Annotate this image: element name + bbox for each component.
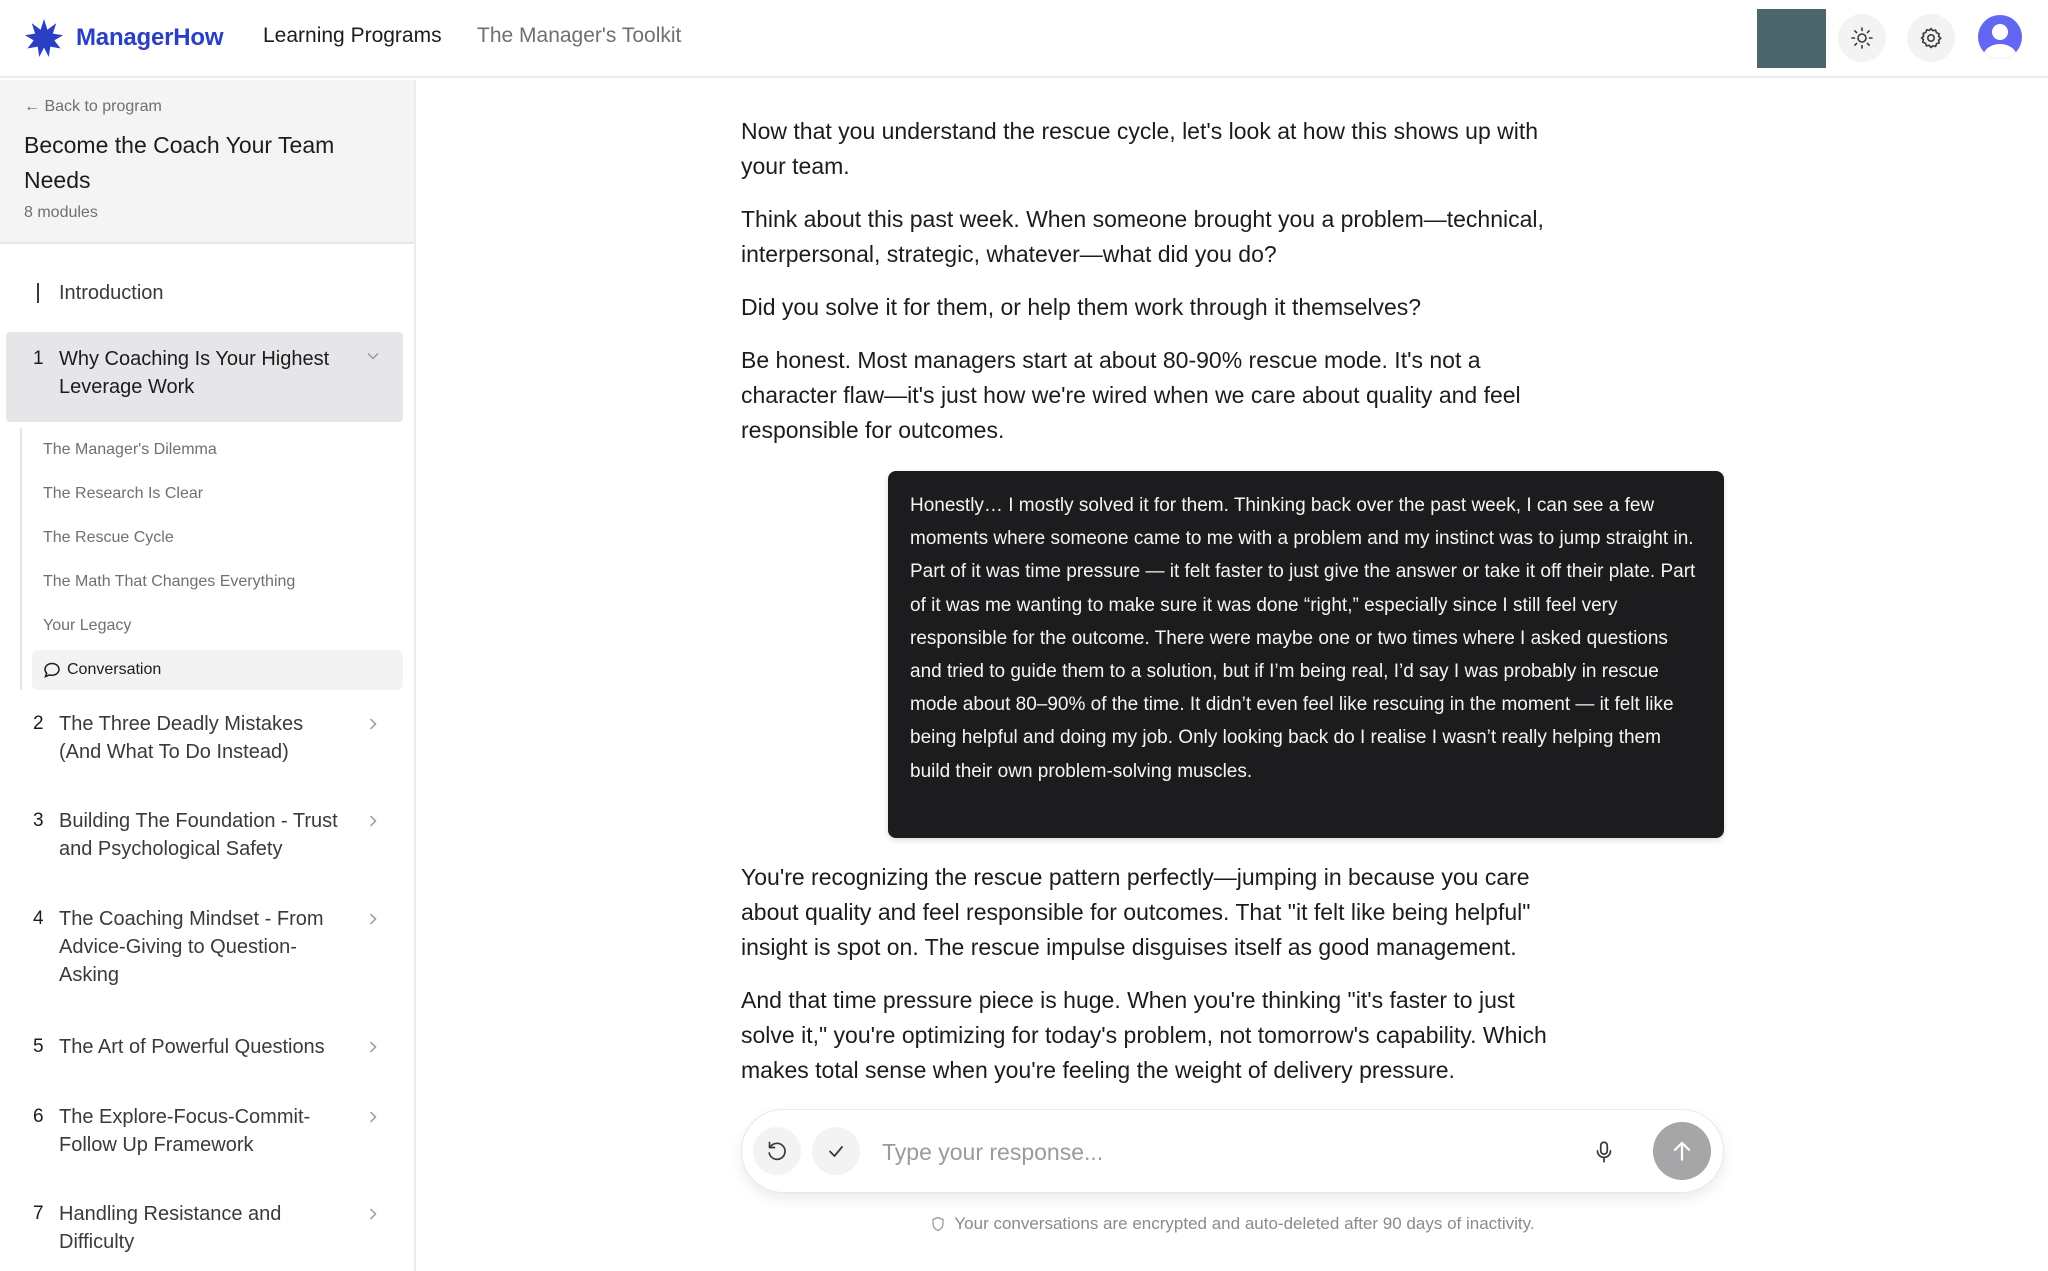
module-number: 4: [33, 908, 44, 929]
module-4[interactable]: [6, 905, 403, 995]
module-2[interactable]: [6, 710, 403, 780]
coach-message: Now that you understand the rescue cycle, let's look at how this shows up with your team.: [741, 118, 1539, 179]
chevron-down-icon[interactable]: [365, 342, 381, 370]
module-number: 7: [33, 1203, 44, 1224]
user-message-text: Honestly… I mostly solved it for them. Thinking back over the past week, I can see a few moments where someone came to me with a problem and my instinct was to jump straight in. Part of it was time pressure — it felt faster to just give the answer or take it off their plate. Part of it was me wanting to make sure it was done “right,” especially since I still feel very responsible for the outcome. There were maybe one or two times where I asked questions and tried to guide them to a solution, but if I’m being real, I’d say I was probably in rescue mode about 80–90% of the time. It didn’t even feel like rescuing in the moment — it felt like being helpful and doing my job. Only looking back do I realise I wasn’t really helping them build their own problem-solving muscles.: [910, 495, 1696, 782]
module-number: 6: [33, 1106, 44, 1127]
sun-icon: [1850, 26, 1874, 50]
module-6[interactable]: [6, 1103, 403, 1173]
chevron-right-icon[interactable]: [365, 807, 381, 835]
privacy-notice: [741, 1214, 1724, 1234]
sub-item-conversation[interactable]: [32, 650, 403, 690]
avatar-body-shape: [1983, 44, 2017, 59]
voice-input-button[interactable]: [1584, 1132, 1624, 1172]
program-header: [0, 80, 414, 244]
response-input[interactable]: [882, 1130, 1562, 1174]
arrow-up-icon: [1669, 1138, 1695, 1164]
header-color-block: [1757, 9, 1826, 68]
coach-messages-before: [741, 114, 1571, 466]
coach-message: And that time pressure piece is huge. When you're thinking "it's faster to just solve it," you're optimizing for today's problem, not tomorrow's capability. Which makes total sense when you're feeling the weight of delivery pressure.: [741, 987, 1547, 1083]
module-title: Handling Resistance and Difficulty: [59, 1203, 282, 1253]
module-1-submenu: [20, 428, 403, 690]
coach-message: You're recognizing the rescue pattern perfectly—jumping in because you care about quality and feel responsible for outcomes. That "it felt like being helpful" insight is spot on. The rescue impulse disguises itself as good management.: [741, 864, 1531, 960]
brand-name: ManagerHow: [76, 24, 224, 51]
theme-toggle-button[interactable]: [1838, 14, 1886, 62]
response-composer: [741, 1109, 1724, 1193]
module-number: 3: [33, 810, 44, 831]
module-title: The Three Deadly Mistakes (And What To Do Instead): [59, 713, 304, 763]
chevron-right-icon[interactable]: [365, 1200, 381, 1228]
shield-icon: [930, 1216, 946, 1232]
modules-count: 8 modules: [24, 204, 98, 221]
sidebar-item-introduction[interactable]: [0, 273, 416, 313]
send-button[interactable]: [1653, 1122, 1711, 1180]
avatar-head-shape: [1992, 24, 2008, 40]
confirm-button[interactable]: [812, 1127, 860, 1175]
module-1[interactable]: [6, 332, 403, 422]
back-to-program-link[interactable]: ← Back to program: [24, 98, 162, 115]
starburst-logo-icon: [24, 18, 64, 58]
module-title: The Coaching Mindset - From Advice-Giving to Question-Asking: [59, 908, 324, 986]
coach-message: Think about this past week. When someone brought you a problem—technical, interpersonal, strategic, whatever—what did you do?: [741, 206, 1544, 267]
intro-label: Introduction: [59, 281, 164, 304]
sub-item-rescue-cycle[interactable]: The Rescue Cycle: [43, 529, 174, 546]
gear-icon: [1919, 26, 1943, 50]
course-sidebar: [0, 80, 416, 1271]
sub-item-your-legacy[interactable]: Your Legacy: [43, 617, 132, 634]
chevron-right-icon[interactable]: [365, 710, 381, 738]
module-number: 1: [33, 348, 44, 369]
module-title: Building The Foundation - Trust and Psychological Safety: [59, 810, 338, 860]
user-avatar[interactable]: [1978, 15, 2022, 59]
module-number: 2: [33, 713, 44, 734]
coach-messages-after: [741, 860, 1571, 1106]
chevron-right-icon[interactable]: [365, 1033, 381, 1061]
sub-item-math-changes-everything[interactable]: The Math That Changes Everything: [43, 573, 296, 590]
coach-message: Be honest. Most managers start at about 80-90% rescue mode. It's not a character flaw—it's just how we're wired when we care about quality and feel responsible for outcomes.: [741, 347, 1521, 443]
sub-item-managers-dilemma[interactable]: The Manager's Dilemma: [43, 441, 217, 458]
program-title: Become the Coach Your Team Needs: [24, 132, 335, 193]
module-number: 5: [33, 1036, 44, 1057]
settings-button[interactable]: [1907, 14, 1955, 62]
module-title: The Art of Powerful Questions: [59, 1036, 325, 1058]
user-message-bubble: [888, 471, 1724, 838]
privacy-text: Your conversations are encrypted and auto-deleted after 90 days of inactivity.: [954, 1214, 1535, 1233]
brand-logo[interactable]: [24, 18, 223, 58]
chat-bubble-icon: [43, 661, 61, 679]
chevron-right-icon[interactable]: [365, 1103, 381, 1131]
nav-learning-programs[interactable]: Learning Programs: [263, 24, 442, 47]
coach-message: Did you solve it for them, or help them work through it themselves?: [741, 294, 1422, 320]
sub-item-research-is-clear[interactable]: The Research Is Clear: [43, 485, 204, 502]
intro-marker: [37, 283, 39, 303]
module-3[interactable]: [6, 807, 403, 877]
conversation-label: Conversation: [67, 661, 162, 678]
conversation-area: [418, 80, 2048, 1271]
module-5[interactable]: [6, 1033, 403, 1073]
checkmark-icon: [824, 1139, 848, 1163]
module-title: The Explore-Focus-Commit-Follow Up Framework: [59, 1106, 311, 1156]
chevron-right-icon[interactable]: [365, 905, 381, 933]
microphone-icon: [1591, 1139, 1617, 1165]
module-title: Why Coaching Is Your Highest Leverage Work: [59, 348, 330, 398]
undo-button[interactable]: [753, 1127, 801, 1175]
module-7[interactable]: [6, 1200, 403, 1270]
nav-managers-toolkit[interactable]: The Manager's Toolkit: [477, 24, 682, 47]
top-header: [0, 0, 2048, 78]
undo-icon: [765, 1139, 789, 1163]
